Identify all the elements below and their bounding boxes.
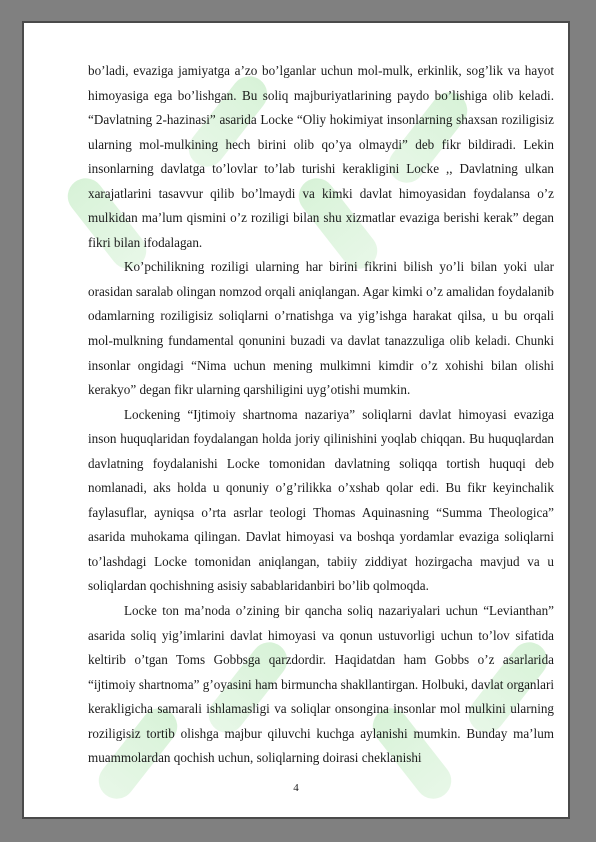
paragraph: bo’ladi, evaziga jamiyatga a’zo bo’lganlar uchun mol-mulk, erkinlik, sog’lik va hayot himoyasiga ega bo’lishgan. Bu soliq majburiyatlarining paydo bo’lishiga olib keladi. “Davlatning 2-hazinasi” asarida Locke “Oliy hokimiyat insonlarning shaxsan roziligisiz ularning mol-mulkining hech birini olib qo’ya olmaydi” deb fikr bildiradi. Lekin insonlarning davlatga to’lovlar to’lab turishi kerakligini Locke ,, Davlatning ulkan xarajatlarini tasavvur qilib bo’lmaydi va kimki davlat himoyasidan foydalansa o’z mulkidan ma’lum qismini o’z roziligi bilan shu xizmatlar evaziga berishi kerak” degan fikri bilan ifodalagan.	[88, 63, 554, 250]
document-page	[22, 21, 570, 819]
paragraph: Ko’pchilikning roziligi ularning har birini fikrini bilish yo’li bilan yoki ular orasidan saralab olingan nomzod orqali aniqlangan. Agar kimki o’z amalidan foydalanib odamlarning roziligisiz soliqlarni o’rnatishga va yig’ishga harakat qilsa, u bu orqali mol-mulkning fundamental qonunini buzadi va davlat tanazzuliga olib keladi. Chunki insonlar ongidagi “Nima uchun mening mulkimni kimdir o’z xohishi bilan olishi kerakyo” degan fikr ularning qarshiligini uyg’otishi mumkin.	[88, 259, 554, 398]
body-text	[88, 59, 554, 771]
page-number: 4	[293, 782, 299, 794]
paragraph: Locke ton ma’noda o’zining bir qancha soliq nazariyalari uchun “Levianthan” asarida soliq yig’imlarini davlat himoyasi va qonun ustuvorligi uchun to’lov sifatida keltirib o’tgan Toms Gobbsga qarzdordir. Haqidatdan ham Gobbs o’z asarlarida “ijtimoiy shartnoma” g’oyasini ham birmuncha shakllantirgan. Holbuki, davlat organlari kerakligicha samarali ishlamasligi va soliqlar onsongina insonlar mol mulkini ularning roziligisiz tortib olishga majbur qiluvchi kuchga aylanishi mumkin. Bunday ma’lum muammolardan qochish uchun, soliqlarning doirasi cheklanishi	[88, 603, 554, 766]
paragraph: Lockening “Ijtimoiy shartnoma nazariya” soliqlarni davlat himoyasi evaziga inson huquqlaridan foydalangan holda joriy qilinishini yoqlab chiqqan. Bu huquqlardan davlatning foydalanishi Locke tomonidan davlatning soliqqa tortish huquqi deb nomlanadi, aks holda u qonuniy o’g’rilikka o’xshab qolar edi. Bu fikr keyinchalik faylasuflar, ayniqsa o’rta asrlar teologi Thomas Aquinasning “Summa Theologica” asarida muhokama qilingan. Davlat himoyasi va boshqa yordamlar evaziga soliqlarni to’lashdagi Locke tomonidan aniqlangan, tabiiy ziddiyat hozirgacha mavjud va u soliqlardan qochishning asisiy sabablaridanbiri bo’lib qolmoqda.	[88, 406, 554, 594]
